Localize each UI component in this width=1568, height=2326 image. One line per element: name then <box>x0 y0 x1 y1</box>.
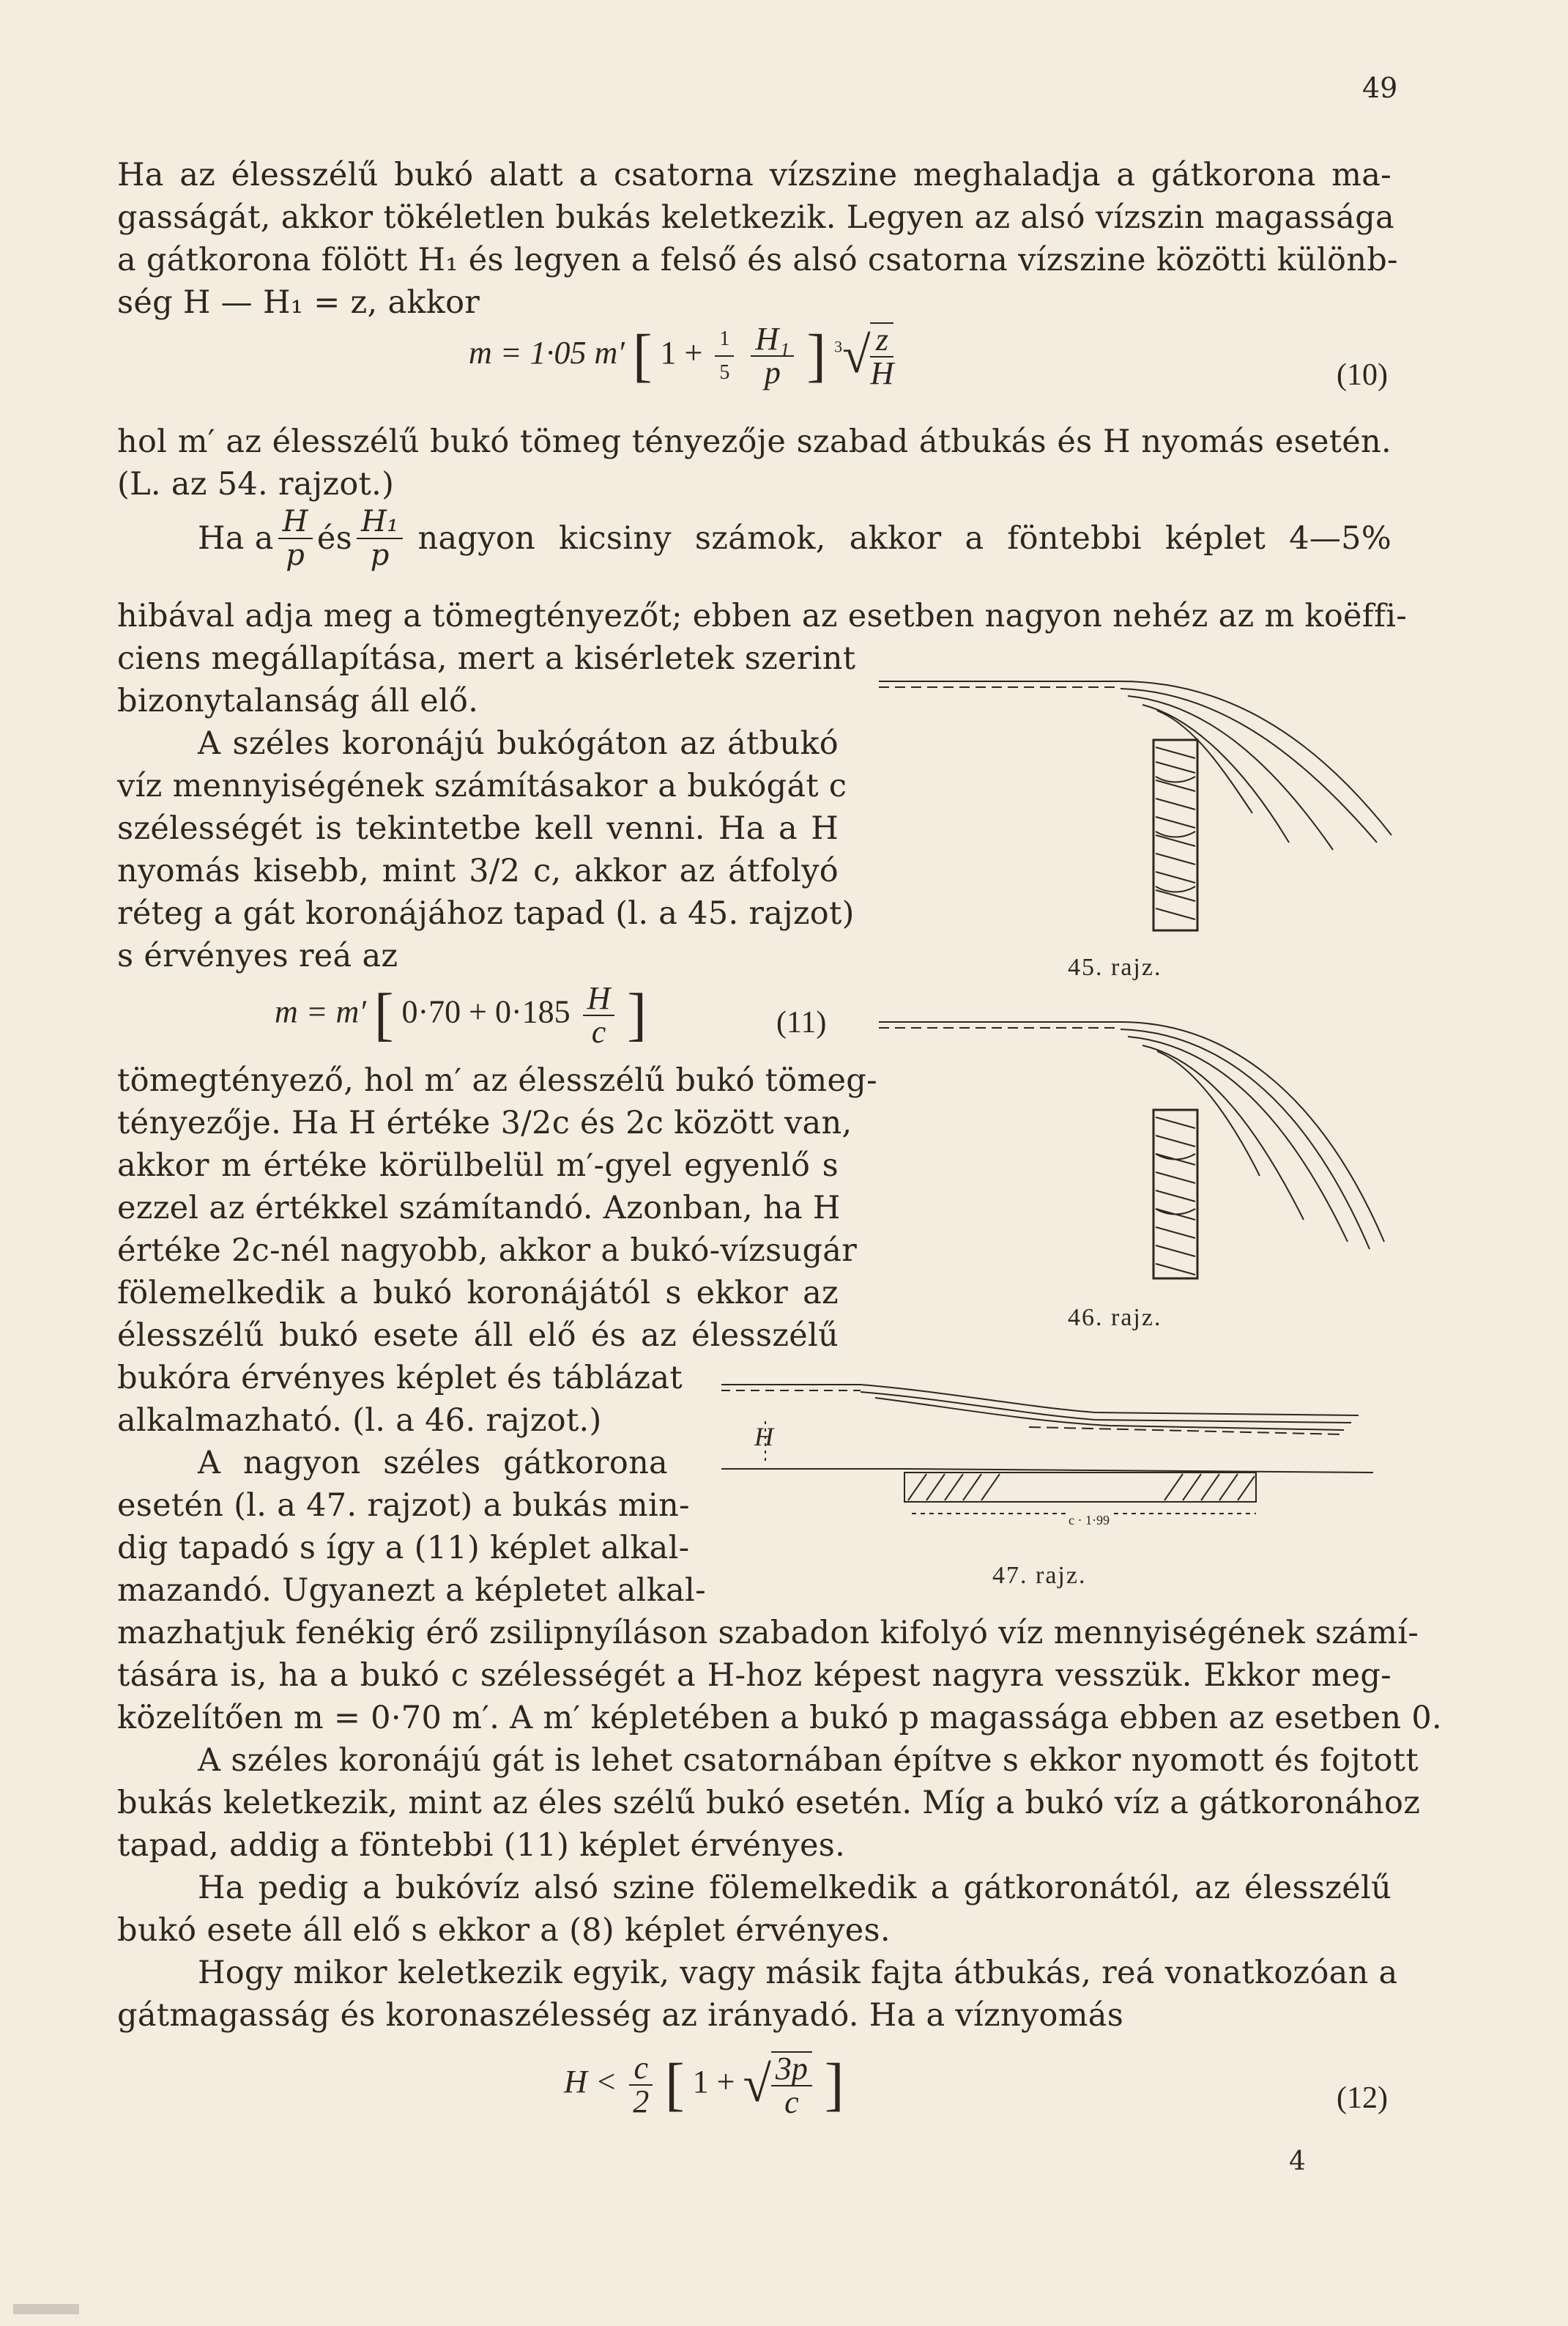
equation-number-12: (12) <box>1337 2081 1388 2115</box>
text-line: akkor m értéke körülbelül m′-gyel egyenlő s <box>117 1147 839 1184</box>
text-line: A széles koronájú bukógáton az átbukó <box>198 725 839 762</box>
text-line: bukás keletkezik, mint az éles szélű bukó esetén. Míg a bukó víz a gátkoronához <box>117 1785 1421 1821</box>
text-line: hol m′ az élesszélű bukó tömeg tényezője szabad átbukás és H nyomás esetén. <box>117 423 1391 460</box>
eq10-fifth-num: 1 <box>715 323 734 357</box>
figure-46-weir-drawing <box>879 1007 1406 1300</box>
frac-a-den: p <box>286 538 305 572</box>
equation-12: H < $\frac{c}{2}$ [ 1 + √ $\frac{3p}{c}$ ] <box>564 2050 844 2120</box>
eq12-root-den: c <box>784 2084 799 2120</box>
text-line: tényezője. Ha H értéke 3/2c és 2c között van, <box>117 1105 852 1141</box>
frac-a-num: H <box>278 505 313 539</box>
text-line: Ha az élesszélű bukó alatt a csatorna vízszine meghaladja a gátkorona ma- <box>117 157 1391 193</box>
figure-45-caption: 45. rajz. <box>1068 954 1162 981</box>
text-line: tömegtényező, hol m′ az élesszélű bukó tömeg- <box>117 1062 877 1099</box>
p3-post: nagyon kicsiny számok, akkor a föntebbi képlet 4—5% <box>417 520 1391 557</box>
eq12-one-plus: 1 + <box>692 2064 735 2100</box>
text-line: gátmagasság és koronaszélesség az irányadó. Ha a víznyomás <box>117 1997 1124 2034</box>
text-line: Hogy mikor keletkezik egyik, vagy másik fajta átbukás, reá vonatkozóan a <box>198 1955 1398 1991</box>
text-line: közelítően m = 0·70 m′. A m′ képletében a bukó p magassága ebben az esetben 0. <box>117 1700 1442 1736</box>
eq10-root-den: H <box>870 355 894 391</box>
root-sign-icon: √ <box>842 327 871 384</box>
eq10-frac-num: H₁ <box>751 323 794 357</box>
text-line: Ha pedig a bukóvíz alsó szine fölemelkedik a gátkoronától, az élesszélű <box>198 1870 1391 1906</box>
text-line: A széles koronájú gát is lehet csatornában építve s ekkor nyomott és fojtott <box>198 1742 1419 1779</box>
text-line: fölemelkedik a bukó koronájától s ekkor az <box>117 1275 839 1311</box>
text-line: élesszélű bukó esete áll elő és az élesszélű <box>117 1317 839 1354</box>
eq12-frac-den: 2 <box>633 2084 650 2119</box>
equation-10: m = 1·05 m′ [ 1 + $\frac{1}{5}$ $\frac{\text{H₁}}{p}$ ] $^3$√ $\frac{z}{H}$ <box>469 321 894 391</box>
text-line: értéke 2c-nél nagyobb, akkor a bukó-vízsugár <box>117 1232 858 1269</box>
text-line: víz mennyiségének számításakor a bukógát c <box>117 768 847 804</box>
eq10-root-num: z <box>870 324 893 358</box>
text-line: bukó esete áll elő s ekkor a (8) képlet érvényes. <box>117 1912 891 1949</box>
page-signature: 4 <box>1289 2147 1306 2177</box>
frac-b-num: H₁ <box>357 505 404 539</box>
text-line: dig tapadó s így a (11) képlet alkal- <box>117 1530 690 1566</box>
eq10-frac-den: p <box>764 355 781 390</box>
text-line-fractions <box>198 505 1391 571</box>
text-line: tapad, addig a föntebbi (11) képlet érvényes. <box>117 1827 846 1864</box>
text-line: a gátkorona fölött H₁ és legyen a felső és alsó csatorna vízszine közötti különb- <box>117 242 1398 278</box>
text-line: ezzel az értékkel számítandó. Azonban, ha H <box>117 1190 841 1226</box>
text-line: nyomás kisebb, mint 3/2 c, akkor az átfolyó <box>117 853 839 889</box>
figure-47-label-h: H <box>754 1422 775 1451</box>
text-line: gasságát, akkor tökéletlen bukás keletkezik. Legyen az alsó vízszin magassága <box>117 199 1394 236</box>
equation-number-10: (10) <box>1337 358 1388 392</box>
figure-47-caption: 47. rajz. <box>992 1562 1087 1589</box>
equation-11: m = m′ [ 0·70 + 0·185 $\frac{H}{c}$ ] <box>275 979 647 1050</box>
figure-47-weir-drawing <box>714 1370 1373 1568</box>
text-line: réteg a gát koronájához tapad (l. a 45. rajzot) <box>117 895 855 932</box>
text-line: szélességét is tekintetbe kell venni. Ha a H <box>117 810 839 847</box>
eq12-lhs: H < <box>564 2064 617 2100</box>
root-sign-icon: √ <box>743 2056 771 2113</box>
text-line: A nagyon széles gátkorona <box>198 1445 668 1481</box>
text-line: alkalmazható. (l. a 46. rajzot.) <box>117 1402 602 1439</box>
text-line: ciens megállapítása, mert a kisérletek szerint <box>117 640 856 677</box>
text-line: bukóra érvényes képlet és táblázat <box>117 1360 683 1396</box>
scan-stamp <box>13 2304 79 2314</box>
eq11-body: 0·70 + 0·185 <box>401 993 571 1030</box>
text-line: mazhatjuk fenékig érő zsilipnyíláson szabadon kifolyó víz mennyiségének számí- <box>117 1615 1419 1651</box>
figure-45-weir-drawing <box>879 659 1406 952</box>
eq12-root-num: 3p <box>771 2053 812 2086</box>
eq11-frac-den: c <box>591 1013 606 1050</box>
text-line: mazandó. Ugyanezt a képletet alkal- <box>117 1572 706 1609</box>
eq11-frac-num: H <box>583 982 615 1016</box>
text-line: tására is, ha a bukó c szélességét a H-hoz képest nagyra vesszük. Ekkor meg- <box>117 1657 1391 1694</box>
text-line: bizonytalanság áll elő. <box>117 683 479 719</box>
frac-b-den: p <box>370 538 390 572</box>
figure-47-label-c: c · 1·99 <box>1066 1513 1112 1528</box>
text-line: s érvényes reá az <box>117 938 398 974</box>
text-line: ség H — H₁ = z, akkor <box>117 284 480 321</box>
eq10-fifth-den: 5 <box>719 361 730 384</box>
eq10-one-plus: 1 + <box>660 335 711 371</box>
text-line: hibával adja meg a tömegtényezőt; ebben az esetben nagyon nehéz az m koëffi- <box>117 598 1408 634</box>
figure-46-caption: 46. rajz. <box>1068 1304 1162 1331</box>
p3-mid: és <box>316 520 352 557</box>
text-line: (L. az 54. rajzot.) <box>117 466 395 503</box>
page-number: 49 <box>1362 72 1398 104</box>
equation-number-11: (11) <box>776 1006 827 1040</box>
eq10-lhs: m = 1·05 m′ <box>469 335 625 371</box>
eq10-root-index: 3 <box>834 337 843 356</box>
eq11-lhs: m = m′ <box>275 993 366 1030</box>
eq12-frac-num: c <box>629 2052 653 2086</box>
p3-pre: Ha a <box>198 520 274 557</box>
text-line: esetén (l. a 47. rajzot) a bukás min- <box>117 1487 690 1524</box>
